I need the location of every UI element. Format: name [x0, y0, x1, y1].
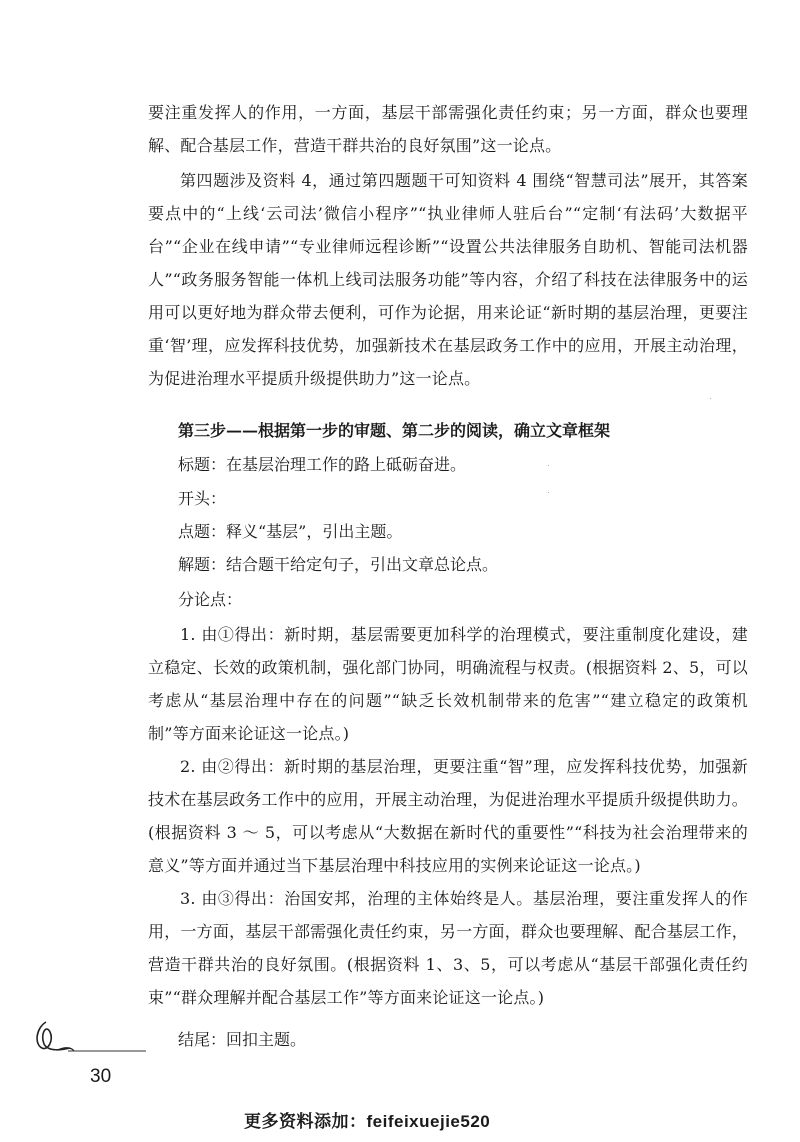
page-number: 30 — [90, 1066, 112, 1087]
scan-speck — [710, 398, 711, 399]
article-title-line: 标题：在基层治理工作的路上砥砺奋进。 — [178, 455, 467, 474]
paragraph-continuation: 要注重发挥人的作用，一方面，基层干部需强化责任约束；另一方面，群众也要理解、配合基层工作，营造干群共治的良好氛围”这一论点。 — [148, 103, 748, 155]
sub-point-one: 1. 由①得出：新时期，基层需要更加科学的治理模式，要注重制度化建设，建立稳定、长效的政策机制，强化部门协同，明确流程与权责。(根据资料 2、5，可以考虑从“基层治理中存在的问题”“缺乏长效机制带来的危害”“建立稳定的政策机制”等方面来论证这一论点。) — [148, 625, 748, 743]
sub-point-two: 2. 由②得出：新时期的基层治理，更要注重“智”理，应发挥科技优势，加强新技术在基层政务工作中的应用，开展主动治理，为促进治理水平提质升级提供助力。(根据资料 3 ～ 5，可以考虑从“大数据在新时代的重要性”“科技为社会治理带来的意义”等方面并通过当下基层治理中科技应用的实例来论证这一论点。) — [148, 757, 748, 875]
ending-line: 结尾：回扣主题。 — [178, 1030, 307, 1049]
sub-point-three: 3. 由③得出：治国安邦，治理的主体始终是人。基层治理，要注重发挥人的作用，一方面，基层干部需强化责任约束，另一方面，群众也要理解、配合基层工作，营造干群共治的良好氛围。(根据资料 1、3、5，可以考虑从“基层干部强化责任约束”“群众理解并配合基层工作”等方面来论证这一论点。) — [148, 889, 748, 1007]
point-title-line: 点题：释义“基层”，引出主题。 — [178, 522, 403, 541]
solve-title-line: 解题：结合题干给定句子，引出文章总论点。 — [178, 555, 499, 574]
scan-speck — [548, 465, 549, 466]
signature-mark — [28, 1010, 158, 1060]
step-three-heading: 第三步——根据第一步的审题、第二步的阅读，确立文章框架 — [178, 421, 611, 440]
paragraph-question-four: 第四题涉及资料 4，通过第四题题干可知资料 4 围绕“智慧司法”展开，其答案要点中的“上线‘云司法’微信小程序”“执业律师人驻后台”“定制‘有法码’大数据平台”“企业在线申请”“专业律师远程诊断”“设置公共法律服务自助机、智能司法机器人”“政务服务智能一体机上线司法服务功能”等内容，介绍了科技在法律服务中的运用可以更好地为群众带去便利，可作为论据，用来论证“新时期的基层治理，更要注重‘智’理，应发挥科技优势，加强新技术在基层政务工作中的应用，开展主动治理，为促进治理水平提质升级提供助力”这一论点。 — [148, 171, 748, 388]
sub-points-label: 分论点： — [178, 590, 243, 609]
footer-note: 更多资料添加：feifeixuejie520 — [244, 1112, 491, 1131]
opening-line: 开头： — [178, 489, 227, 508]
scan-speck — [548, 492, 549, 493]
